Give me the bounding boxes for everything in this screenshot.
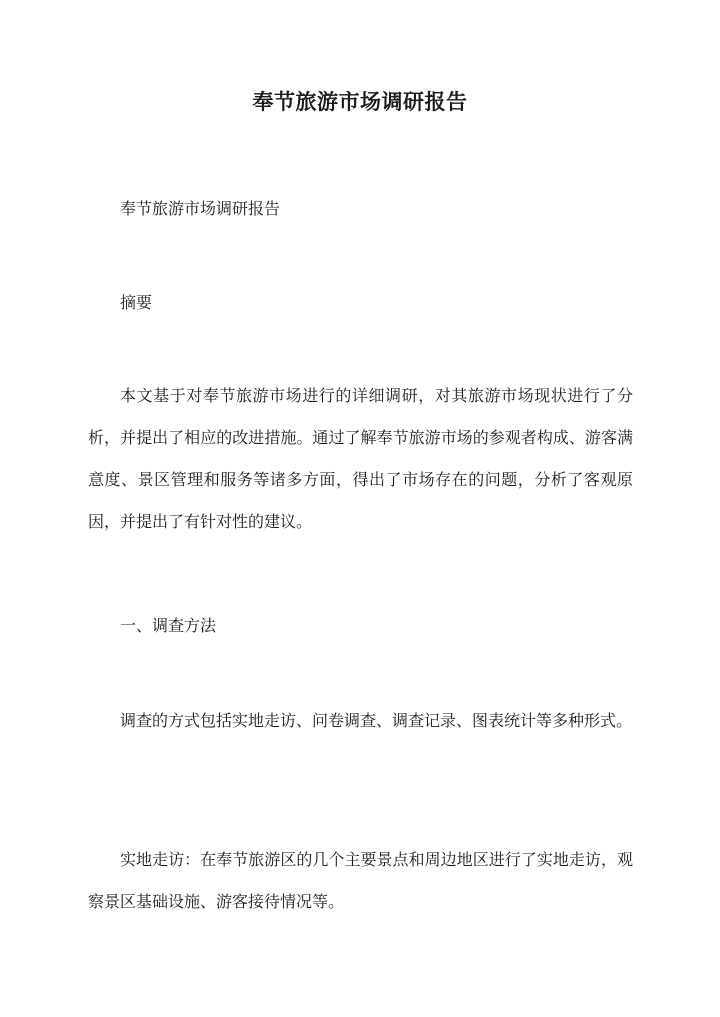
section-heading-methods: 一、调查方法 bbox=[120, 616, 217, 635]
abstract-paragraph: 本文基于对奉节旅游市场进行的详细调研，对其旅游市场现状进行了分析，并提出了相应的改进措施。通过了解奉节旅游市场的参观者构成、游客满意度、景区管理和服务等诸多方面，得出了市场存在的问题，分析了客观原因，并提出了有针对性的建议。 bbox=[88, 386, 633, 531]
field-visit-paragraph: 实地走访：在奉节旅游区的几个主要景点和周边地区进行了实地走访，观察景区基础设施、游客接待情况等。 bbox=[88, 850, 633, 911]
subtitle-paragraph: 奉节旅游市场调研报告 bbox=[120, 199, 281, 218]
abstract-heading: 摘要 bbox=[120, 293, 153, 312]
methods-paragraph: 调查的方式包括实地走访、问卷调查、调查记录、图表统计等多种形式。 bbox=[120, 711, 633, 730]
document-title: 奉节旅游市场调研报告 bbox=[252, 89, 468, 114]
